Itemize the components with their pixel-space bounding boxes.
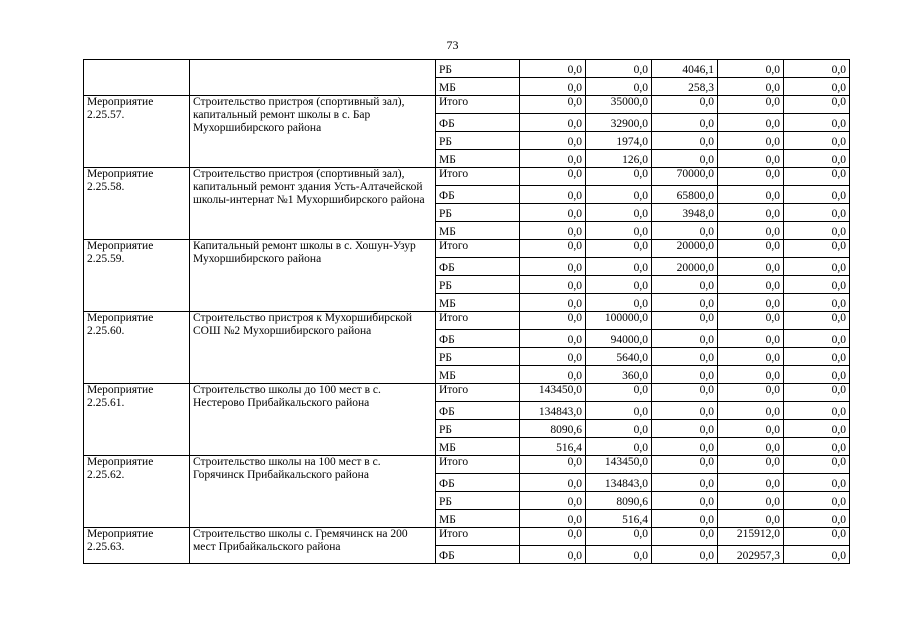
value-cell: 0,0 [718,276,784,294]
value-cell: 0,0 [520,96,586,114]
table-row [84,96,850,114]
value-cell: 0,0 [652,492,718,510]
value-cell: 0,0 [586,60,652,78]
value-cell: 0,0 [718,312,784,330]
value-cell: 0,0 [520,492,586,510]
table-row [84,60,850,78]
value-cell: 0,0 [784,366,850,384]
funding-source-cell: РБ [436,420,520,438]
value-cell: 0,0 [520,150,586,168]
value-cell: 0,0 [652,312,718,330]
funding-source-cell: РБ [436,492,520,510]
measure-label: Мероприятие 2.25.62. [84,456,190,528]
value-cell: 0,0 [652,546,718,564]
measure-label: Мероприятие 2.25.61. [84,384,190,456]
measure-label: Мероприятие 2.25.59. [84,240,190,312]
funding-source-cell: Итого [436,312,520,330]
value-cell: 0,0 [652,114,718,132]
value-cell: 0,0 [784,60,850,78]
value-cell: 0,0 [718,402,784,420]
measure-description: Строительство школы до 100 мест в с. Нестерово Прибайкальского района [190,384,436,456]
value-cell: 0,0 [652,456,718,474]
funding-source-cell: ФБ [436,402,520,420]
value-cell: 0,0 [520,204,586,222]
value-cell: 35000,0 [586,96,652,114]
value-cell: 0,0 [784,528,850,546]
value-cell: 0,0 [586,276,652,294]
value-cell: 0,0 [718,96,784,114]
value-cell: 0,0 [652,132,718,150]
value-cell: 0,0 [718,294,784,312]
table-row [84,168,850,186]
empty-description-cell [190,60,436,96]
value-cell: 0,0 [652,510,718,528]
value-cell: 0,0 [784,222,850,240]
value-cell: 0,0 [784,348,850,366]
funding-source-cell: ФБ [436,546,520,564]
value-cell: 0,0 [784,510,850,528]
value-cell: 0,0 [520,276,586,294]
table-row [84,240,850,258]
funding-source-cell: ФБ [436,114,520,132]
table-row [84,312,850,330]
value-cell: 4046,1 [652,60,718,78]
value-cell: 0,0 [718,150,784,168]
value-cell: 0,0 [520,348,586,366]
funding-source-cell: МБ [436,150,520,168]
table-row [84,456,850,474]
funding-source-cell: РБ [436,348,520,366]
value-cell: 0,0 [520,60,586,78]
value-cell: 0,0 [652,96,718,114]
value-cell: 0,0 [718,258,784,276]
value-cell: 0,0 [652,384,718,402]
value-cell: 0,0 [784,114,850,132]
funding-source-cell: Итого [436,168,520,186]
empty-label-cell [84,60,190,96]
funding-source-cell: Итого [436,96,520,114]
page-number: 73 [446,38,459,52]
value-cell: 0,0 [784,150,850,168]
value-cell: 0,0 [520,294,586,312]
value-cell: 0,0 [718,492,784,510]
budget-table [83,59,850,564]
value-cell: 0,0 [718,114,784,132]
measure-label: Мероприятие 2.25.58. [84,168,190,240]
value-cell: 8090,6 [586,492,652,510]
value-cell: 20000,0 [652,240,718,258]
value-cell: 0,0 [586,384,652,402]
value-cell: 0,0 [520,528,586,546]
value-cell: 0,0 [718,60,784,78]
value-cell: 94000,0 [586,330,652,348]
value-cell: 0,0 [784,204,850,222]
value-cell: 215912,0 [718,528,784,546]
value-cell: 134843,0 [520,402,586,420]
value-cell: 0,0 [586,294,652,312]
measure-description: Капитальный ремонт школы в с. Хошун-Узур Мухоршибирского района [190,240,436,312]
value-cell: 3948,0 [652,204,718,222]
value-cell: 65800,0 [652,186,718,204]
value-cell: 0,0 [718,240,784,258]
value-cell: 0,0 [652,294,718,312]
measure-label: Мероприятие 2.25.63. [84,528,190,564]
value-cell: 0,0 [652,276,718,294]
value-cell: 0,0 [718,456,784,474]
funding-source-cell: ФБ [436,186,520,204]
measure-description: Строительство школы на 100 мест в с. Горячинск Прибайкальского района [190,456,436,528]
measure-description: Строительство пристроя к Мухоршибирской СОШ №2 Мухоршибирского района [190,312,436,384]
value-cell: 0,0 [520,474,586,492]
value-cell: 0,0 [586,420,652,438]
value-cell: 0,0 [520,114,586,132]
value-cell: 0,0 [652,528,718,546]
value-cell: 0,0 [784,492,850,510]
value-cell: 0,0 [784,240,850,258]
value-cell: 0,0 [586,222,652,240]
value-cell: 0,0 [520,240,586,258]
value-cell: 0,0 [520,132,586,150]
value-cell: 0,0 [784,132,850,150]
funding-source-cell: Итого [436,384,520,402]
measure-label: Мероприятие 2.25.57. [84,96,190,168]
measure-description: Строительство школы с. Гремячинск на 200 мест Прибайкальского района [190,528,436,564]
value-cell: 8090,6 [520,420,586,438]
value-cell: 0,0 [520,222,586,240]
value-cell: 0,0 [520,510,586,528]
value-cell: 0,0 [718,132,784,150]
funding-source-cell: Итого [436,456,520,474]
value-cell: 0,0 [718,438,784,456]
value-cell: 0,0 [784,168,850,186]
value-cell: 0,0 [784,420,850,438]
value-cell: 0,0 [520,546,586,564]
value-cell: 0,0 [520,330,586,348]
value-cell: 20000,0 [652,258,718,276]
funding-source-cell: МБ [436,222,520,240]
value-cell: 0,0 [586,258,652,276]
funding-source-cell: РБ [436,132,520,150]
value-cell: 0,0 [652,348,718,366]
value-cell: 0,0 [784,384,850,402]
value-cell: 0,0 [586,168,652,186]
value-cell: 0,0 [718,330,784,348]
value-cell: 0,0 [784,276,850,294]
value-cell: 0,0 [784,546,850,564]
value-cell: 0,0 [784,456,850,474]
value-cell: 0,0 [520,186,586,204]
value-cell: 258,3 [652,78,718,96]
funding-source-cell: МБ [436,438,520,456]
value-cell: 0,0 [652,474,718,492]
value-cell: 0,0 [520,312,586,330]
value-cell: 0,0 [784,474,850,492]
value-cell: 0,0 [718,384,784,402]
value-cell: 70000,0 [652,168,718,186]
value-cell: 0,0 [586,186,652,204]
value-cell: 0,0 [784,402,850,420]
funding-source-cell: МБ [436,294,520,312]
value-cell: 134843,0 [586,474,652,492]
value-cell: 0,0 [520,78,586,96]
value-cell: 0,0 [586,546,652,564]
value-cell: 143450,0 [520,384,586,402]
value-cell: 0,0 [586,204,652,222]
funding-source-cell: МБ [436,510,520,528]
value-cell: 0,0 [586,402,652,420]
value-cell: 0,0 [718,78,784,96]
funding-source-cell: Итого [436,240,520,258]
value-cell: 0,0 [784,294,850,312]
measure-description: Строительство пристроя (спортивный зал), капитальный ремонт здания Усть-Алтачейской школы-интернат №1 Мухоршибирского района [190,168,436,240]
funding-source-cell: ФБ [436,474,520,492]
value-cell: 0,0 [586,78,652,96]
value-cell: 32900,0 [586,114,652,132]
value-cell: 0,0 [718,222,784,240]
value-cell: 0,0 [586,528,652,546]
value-cell: 143450,0 [586,456,652,474]
funding-source-cell: РБ [436,276,520,294]
funding-source-cell: МБ [436,366,520,384]
value-cell: 0,0 [718,474,784,492]
value-cell: 516,4 [520,438,586,456]
value-cell: 0,0 [718,348,784,366]
value-cell: 0,0 [520,456,586,474]
value-cell: 0,0 [784,438,850,456]
value-cell: 0,0 [652,150,718,168]
value-cell: 0,0 [784,330,850,348]
value-cell: 0,0 [718,186,784,204]
value-cell: 0,0 [718,366,784,384]
value-cell: 0,0 [586,438,652,456]
value-cell: 516,4 [586,510,652,528]
value-cell: 0,0 [784,258,850,276]
value-cell: 0,0 [586,240,652,258]
value-cell: 0,0 [718,510,784,528]
value-cell: 202957,3 [718,546,784,564]
value-cell: 0,0 [520,168,586,186]
value-cell: 5640,0 [586,348,652,366]
funding-source-cell: ФБ [436,258,520,276]
value-cell: 0,0 [784,96,850,114]
funding-source-cell: Итого [436,528,520,546]
value-cell: 0,0 [652,330,718,348]
funding-source-cell: РБ [436,204,520,222]
table-row [84,528,850,546]
value-cell: 0,0 [652,402,718,420]
value-cell: 0,0 [718,168,784,186]
funding-source-cell: ФБ [436,330,520,348]
funding-source-cell: МБ [436,78,520,96]
value-cell: 0,0 [652,366,718,384]
value-cell: 0,0 [784,78,850,96]
value-cell: 0,0 [718,420,784,438]
value-cell: 0,0 [784,186,850,204]
value-cell: 1974,0 [586,132,652,150]
measure-label: Мероприятие 2.25.60. [84,312,190,384]
value-cell: 0,0 [520,366,586,384]
table-row [84,384,850,402]
value-cell: 0,0 [652,420,718,438]
measure-description: Строительство пристроя (спортивный зал), капитальный ремонт школы в с. Бар Мухоршибирского района [190,96,436,168]
value-cell: 0,0 [784,312,850,330]
value-cell: 0,0 [718,204,784,222]
value-cell: 360,0 [586,366,652,384]
value-cell: 0,0 [520,258,586,276]
value-cell: 0,0 [652,222,718,240]
value-cell: 126,0 [586,150,652,168]
value-cell: 100000,0 [586,312,652,330]
value-cell: 0,0 [652,438,718,456]
funding-source-cell: РБ [436,60,520,78]
